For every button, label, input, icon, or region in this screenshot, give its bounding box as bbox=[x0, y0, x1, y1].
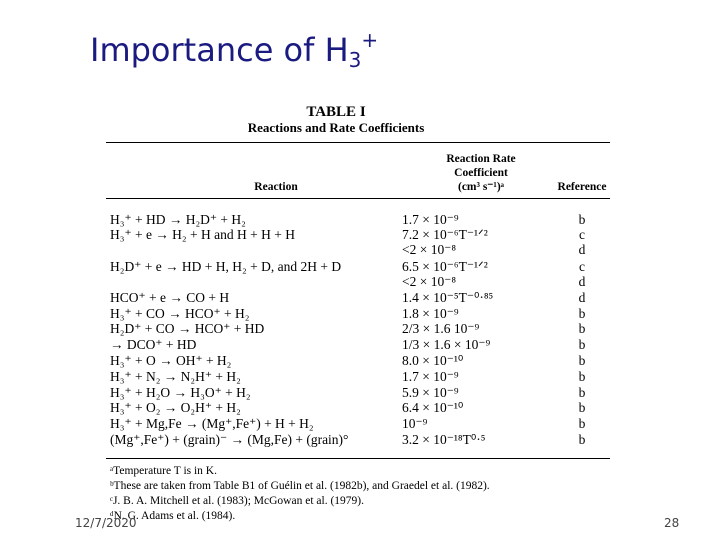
reaction-cell: H₃⁺ + O → OH⁺ + H₂ bbox=[110, 353, 232, 368]
table-row bbox=[106, 369, 610, 385]
table-row bbox=[106, 290, 610, 306]
footnote: ᵇThese are taken from Table B1 of Guélin et al. (1982b), and Graedel et al. (1982). bbox=[110, 480, 490, 492]
reference-cell: c bbox=[579, 227, 585, 242]
slide-title bbox=[90, 28, 378, 72]
table-row bbox=[106, 432, 610, 448]
reaction-cell: H₃⁺ + O₂ → O₂H⁺ + H₂ bbox=[110, 400, 241, 415]
coefficient-cell: 3.2 × 10⁻¹⁸T⁰·⁵ bbox=[402, 432, 486, 447]
header-rate-line1: Reaction Rate bbox=[446, 153, 516, 165]
reference-cell: b bbox=[578, 385, 586, 400]
table-row bbox=[106, 385, 610, 401]
reference-cell: b bbox=[578, 432, 586, 447]
slide-date: 12/7/2020 bbox=[75, 516, 137, 530]
reaction-cell: H₃⁺ + N₂ → N₂H⁺ + H₂ bbox=[110, 369, 241, 384]
footnote: ᵃTemperature T is in K. bbox=[110, 465, 217, 477]
header-reaction: Reaction bbox=[254, 181, 298, 193]
coefficient-cell: <2 × 10⁻⁸ bbox=[402, 274, 457, 289]
reaction-cell: (Mg⁺,Fe⁺) + (grain)⁻ → (Mg,Fe) + (grain)° bbox=[110, 432, 349, 447]
coefficient-cell: 2/3 × 1.6 10⁻⁹ bbox=[402, 321, 480, 336]
coefficient-cell: 1.7 × 10⁻⁹ bbox=[402, 369, 459, 384]
footnote: ᶜJ. B. A. Mitchell et al. (1983); McGowan et al. (1979). bbox=[110, 495, 364, 507]
coefficient-cell: <2 × 10⁻⁸ bbox=[402, 242, 457, 257]
reaction-cell: H₃⁺ + e → H₂ + H and H + H + H bbox=[110, 227, 295, 242]
reaction-cell: H₃⁺ + HD → H₂D⁺ + H₂ bbox=[110, 212, 246, 227]
table-row bbox=[106, 337, 610, 353]
table-title: TABLE I bbox=[306, 104, 366, 120]
scanned-table bbox=[106, 100, 616, 530]
reaction-cell: HCO⁺ + e → CO + H bbox=[110, 290, 230, 305]
title-text: Importance of H bbox=[90, 31, 349, 69]
reference-cell: b bbox=[578, 416, 586, 431]
reaction-cell: H₃⁺ + H₂O → H₃O⁺ + H₂ bbox=[110, 385, 251, 400]
reference-cell: d bbox=[578, 242, 586, 257]
title-subscript: 3 bbox=[348, 48, 362, 72]
coefficient-cell: 5.9 × 10⁻⁹ bbox=[402, 385, 459, 400]
coefficient-cell: 8.0 × 10⁻¹⁰ bbox=[402, 353, 464, 368]
table-row bbox=[106, 259, 610, 275]
title-superscript: + bbox=[361, 28, 379, 52]
coefficient-cell: 1/3 × 1.6 × 10⁻⁹ bbox=[402, 337, 491, 352]
reference-cell: c bbox=[579, 259, 585, 274]
reaction-cell: H₃⁺ + CO → HCO⁺ + H₂ bbox=[110, 306, 250, 321]
table-subtitle: Reactions and Rate Coefficients bbox=[247, 120, 425, 135]
reaction-cell: → DCO⁺ + HD bbox=[110, 337, 197, 352]
table-row bbox=[106, 274, 610, 290]
slide-page-number: 28 bbox=[664, 516, 680, 530]
table-row bbox=[106, 306, 610, 322]
header-rate bbox=[406, 152, 556, 194]
table-row bbox=[106, 242, 610, 258]
coefficient-cell: 1.8 × 10⁻⁹ bbox=[402, 306, 459, 321]
reference-cell: b bbox=[578, 353, 586, 368]
table-row bbox=[106, 416, 610, 432]
coefficient-cell: 1.7 × 10⁻⁹ bbox=[402, 212, 459, 227]
reference-cell: b bbox=[578, 400, 586, 415]
reaction-cell: H₃⁺ + Mg,Fe → (Mg⁺,Fe⁺) + H + H₂ bbox=[110, 416, 314, 431]
table-row bbox=[106, 227, 610, 243]
table-bottom-rule bbox=[106, 458, 610, 459]
reference-cell: b bbox=[578, 212, 586, 227]
reaction-cell: H₂D⁺ + e → HD + H, H₂ + D, and 2H + D bbox=[110, 259, 342, 274]
reference-cell: d bbox=[578, 290, 586, 305]
coefficient-cell: 6.4 × 10⁻¹⁰ bbox=[402, 400, 464, 415]
header-rate-line3: (cm³ s⁻¹)ᵃ bbox=[457, 181, 505, 193]
reaction-cell: H₂D⁺ + CO → HCO⁺ + HD bbox=[110, 321, 265, 336]
table-row bbox=[106, 321, 610, 337]
coefficient-cell: 1.4 × 10⁻⁵T⁻⁰·⁸⁵ bbox=[402, 290, 494, 305]
coefficient-cell: 7.2 × 10⁻⁶T⁻¹ᐟ² bbox=[402, 227, 488, 242]
reference-cell: b bbox=[578, 369, 586, 384]
footnote: ᵈN. G. Adams et al. (1984). bbox=[110, 510, 236, 522]
table-row bbox=[106, 353, 610, 369]
table-row bbox=[106, 212, 610, 228]
header-rate-line2: Coefficient bbox=[454, 167, 508, 179]
table-row bbox=[106, 400, 610, 416]
header-bottom-rule bbox=[106, 198, 610, 199]
header-reference: Reference bbox=[557, 181, 607, 193]
reference-cell: b bbox=[578, 306, 586, 321]
reference-cell: d bbox=[578, 274, 586, 289]
table-top-rule bbox=[106, 142, 610, 143]
coefficient-cell: 10⁻⁹ bbox=[402, 416, 428, 431]
reference-cell: b bbox=[578, 337, 586, 352]
coefficient-cell: 6.5 × 10⁻⁶T⁻¹ᐟ² bbox=[402, 259, 488, 274]
reference-cell: b bbox=[578, 321, 586, 336]
